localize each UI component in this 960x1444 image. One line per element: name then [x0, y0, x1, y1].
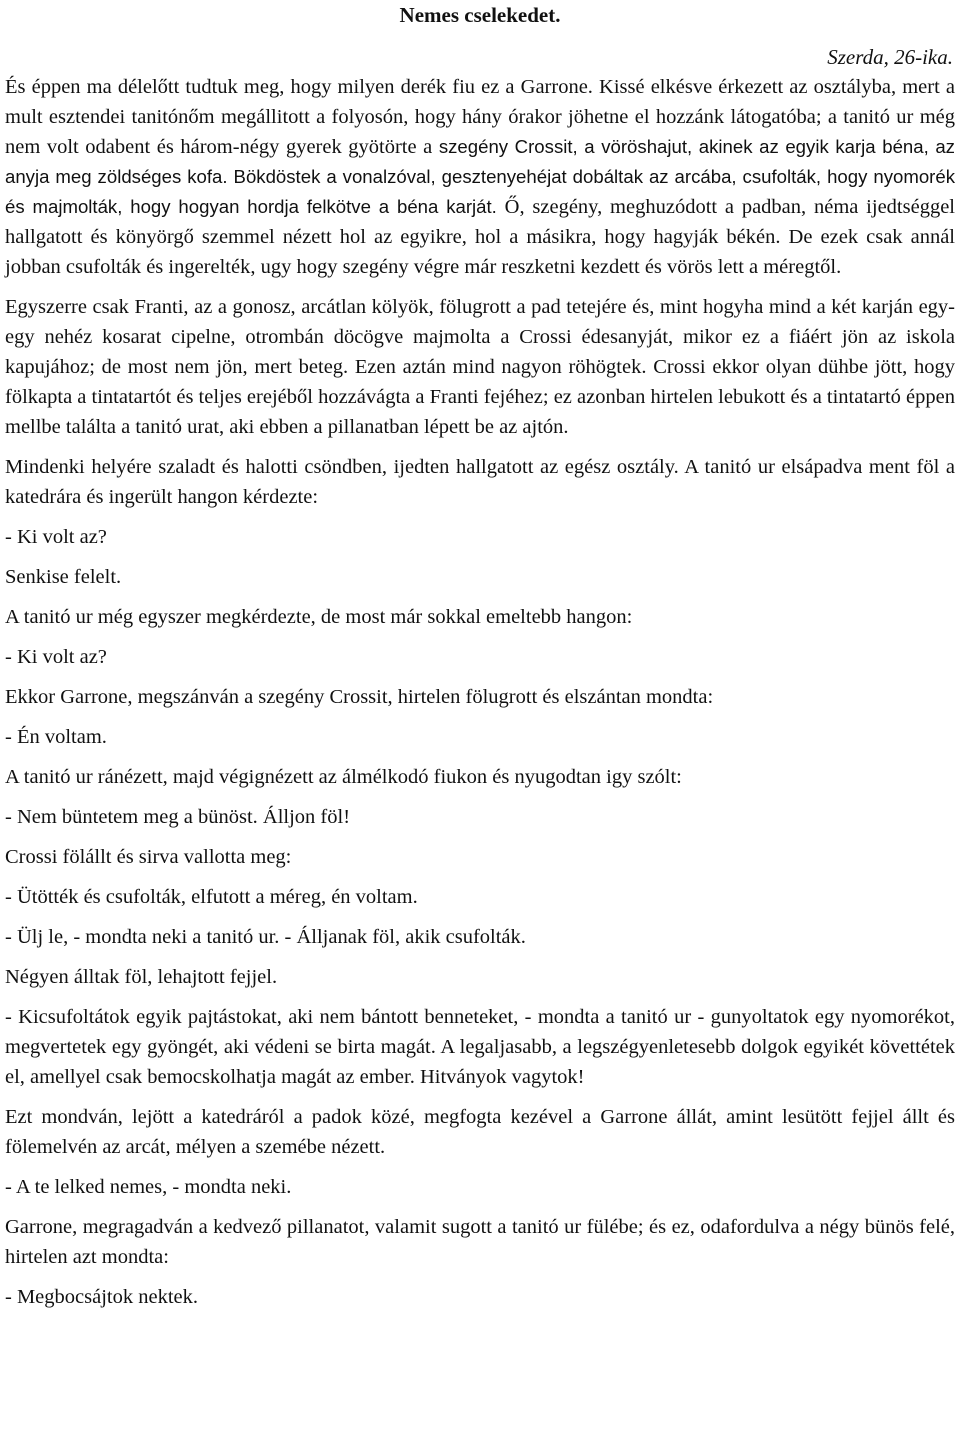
- dialogue-line: - Én voltam.: [5, 726, 107, 748]
- dialogue-line: - A te lelked nemes, - mondta neki.: [5, 1176, 292, 1198]
- dialogue-line: - Kicsufoltátok egyik pajtástokat, aki nem bántott benneteket, - mondta a tanitó ur - gunyoltatok egy nyomorékot, megvertetek egy gyöngét, aki védeni se birta magát. A legaljasabb, a legszégyenletesebb dolgok egyikét követtétek el, amellyel csak bemocskolhatja magát az ember. Hitványok vagytok!: [5, 1006, 955, 1088]
- paragraph-12: Crossi fölállt és sirva vallotta meg:: [5, 846, 292, 868]
- dialogue-line: - Ki volt az?: [5, 526, 107, 548]
- document-page: [5, 0, 955, 1322]
- dialogue-line: - Nem büntetem meg a bünöst. Álljon föl!: [5, 806, 351, 828]
- paragraph-17: Ezt mondván, lejött a katedráról a padok közé, megfogta kezével a Garrone állát, amint lesütött fejjel állt és fölemelvén az arcát, mélyen a szemébe nézett.: [5, 1106, 955, 1158]
- chapter-date: Szerda, 26-ika.: [827, 45, 953, 69]
- paragraph-1: [5, 72, 955, 282]
- paragraph-6: A tanitó ur még egyszer megkérdezte, de most már sokkal emeltebb hangon:: [5, 606, 633, 628]
- paragraph-1-part-a: És éppen ma délelőtt tudtuk meg, hogy milyen derék fiu ez a Garrone. Kissé elkésve érkezett az osztályba, mert a mult esztendei tanitónőm megállitott a folyosón, hogy hány órakor jöhetne el hozzánk látogatóba; a tanitó ur még nem volt odabent és három-négy gyerek gyötörte a: [5, 76, 955, 158]
- paragraph-19: Garrone, megragadván a kedvező pillanatot, valamit sugott a tanitó ur fülébe; és ez, odafordulva a négy bünös felé, hirtelen azt mondta:: [5, 1216, 955, 1268]
- paragraph-10: A tanitó ur ránézett, majd végignézett az álmélkodó fiukon és nyugodtan igy szólt:: [5, 766, 682, 788]
- paragraph-2: Egyszerre csak Franti, az a gonosz, arcátlan kölyök, fölugrott a pad tetejére és, mint hogyha mind a két karján egy-egy nehéz kosarat cipelne, otrombán döcögve majmolta a Crossi édesanyját, mikor ez a fiáért jön az iskola kapujához; de most nem jön, mert beteg. Ezen aztán mind nagyon röhögtek. Crossi ekkor olyan dühbe jött, hogy fölkapta a tintatartót és teljes erejéből hozzávágta a Franti fejéhez; ez azonban hirtelen lebukott és a tintatartó éppen mellbe találta a tanitó urat, aki ebben a pillanatban lépett be az ajtón.: [5, 296, 955, 438]
- dialogue-line: - Ülj le, - mondta neki a tanitó ur. - Álljanak föl, akik csufolták.: [5, 926, 526, 948]
- page-title: Nemes cselekedet.: [399, 3, 561, 27]
- dialogue-line: - Ki volt az?: [5, 646, 107, 668]
- paragraph-8: Ekkor Garrone, megszánván a szegény Crossit, hirtelen fölugrott és elszántan mondta:: [5, 686, 714, 708]
- dialogue-line: - Ütötték és csufolták, elfutott a méreg, én voltam.: [5, 886, 418, 908]
- paragraph-1-part-c: Ő, szegény, meghuzódott a padban, néma ijedtséggel hallgatott és könyörgő szemmel nézett hol az egyikre, hol a másikra, hogy hagyják békén. De ezek csak annál jobban csufolták és ingerelték, ugy hogy szegény végre már reszketni kezdett és vörös lett a méregtől.: [5, 196, 955, 278]
- paragraph-15: Négyen álltak föl, lehajtott fejjel.: [5, 966, 278, 988]
- paragraph-1-part-b: szegény Crossit, a vöröshajut, akinek az egyik karja béna, az anyja meg zöldséges kofa. Bökdöstek a vonalzóval, gesztenyehéjat dobáltak az arcába, csufolták, hogy nyomorék és majmolták, hogy hogyan hordja felkötve a béna karját.: [5, 136, 955, 217]
- paragraph-5: Senkise felelt.: [5, 566, 122, 588]
- paragraph-3: Mindenki helyére szaladt és halotti csöndben, ijedten hallgatott az egész osztály. A tanitó ur elsápadva ment föl a katedrára és ingerült hangon kérdezte:: [5, 456, 955, 508]
- dialogue-line: - Megbocsájtok nektek.: [5, 1286, 198, 1308]
